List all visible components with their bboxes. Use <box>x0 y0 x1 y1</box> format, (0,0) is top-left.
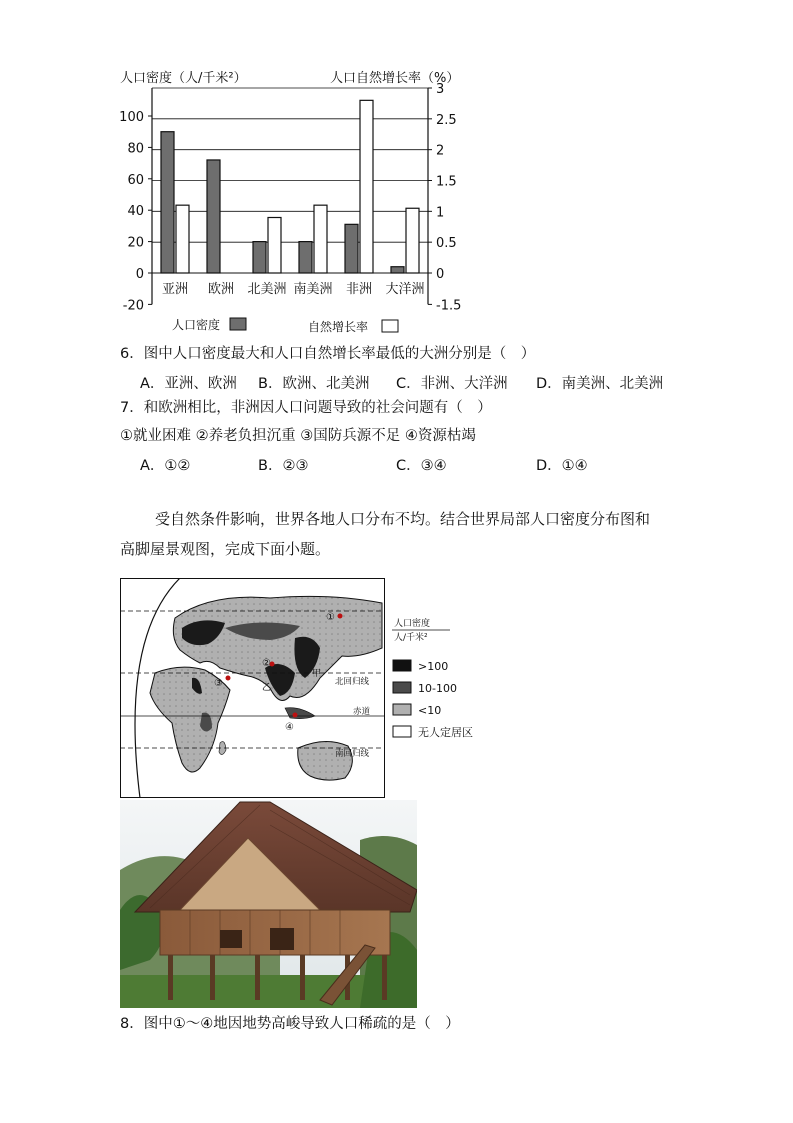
left-tick-label: 40 <box>127 204 144 220</box>
density-bar <box>299 242 312 273</box>
q6-option-c[interactable]: C．非洲、大洋洲 <box>396 376 508 392</box>
right-tick-label: 2 <box>436 143 445 159</box>
growth-bar <box>176 205 189 273</box>
q7-option-b[interactable]: B．②③ <box>258 458 309 474</box>
category-label: 亚洲 <box>161 282 189 297</box>
density-bar <box>207 160 220 273</box>
q6-option-d[interactable]: D．南美洲、北美洲 <box>536 376 664 392</box>
legend-density-label: 人口密度 <box>172 318 221 332</box>
map-legend-label: 10-100 <box>418 682 457 695</box>
map-legend-label: <10 <box>418 704 442 717</box>
map-legend-swatch <box>393 726 411 737</box>
left-tick-label: 20 <box>127 235 144 251</box>
question-8-stem: 8．图中①～④地因地势高峻导致人口稀疏的是（ ） <box>120 1016 460 1032</box>
left-tick-label: 0 <box>135 267 144 282</box>
house-door <box>270 928 294 950</box>
left-tick-label: 80 <box>127 141 144 157</box>
right-tick-label: 2.5 <box>436 112 457 128</box>
label-tropic-of-cancer: 北回归线 <box>335 677 370 687</box>
label-yi: 乙 <box>262 683 272 693</box>
label-jia: 甲 <box>312 669 322 679</box>
map-legend-title: 人口密度 <box>394 619 431 629</box>
intro-line-1: 受自然条件影响，世界各地人口分布不均。结合世界局部人口密度分布图和 <box>155 510 651 528</box>
left-tick-label: -20 <box>122 298 144 314</box>
density-bar <box>253 242 266 273</box>
stilt-house-photo <box>120 800 417 1008</box>
marker-2-label: ② <box>262 658 271 669</box>
right-tick-label: 0.5 <box>436 236 457 252</box>
question-7-stem: 7．和欧洲相比，非洲因人口问题导致的社会问题有（ ） <box>120 400 492 416</box>
legend-growth-label: 自然增长率 <box>308 320 369 334</box>
left-axis-title: 人口密度（人/千米²） <box>120 71 247 86</box>
q7-option-d[interactable]: D．①④ <box>536 458 588 474</box>
category-label: 欧洲 <box>207 282 235 297</box>
category-label: 大洋洲 <box>385 282 425 297</box>
growth-bar <box>268 218 281 274</box>
marker-4-dot <box>293 713 298 718</box>
legend-density-swatch <box>230 318 246 330</box>
population-chart <box>110 62 480 342</box>
marker-3-label: ③ <box>214 678 223 689</box>
left-tick-label: 60 <box>127 172 144 188</box>
label-equator: 赤道 <box>353 707 371 717</box>
legend-growth-swatch <box>382 320 398 332</box>
density-bar <box>391 267 404 273</box>
right-tick-label: 1.5 <box>436 174 457 190</box>
q7-option-c[interactable]: C．③④ <box>396 458 447 474</box>
growth-bar <box>360 100 373 273</box>
density-bar <box>345 224 358 273</box>
q7-option-a[interactable]: A．①② <box>140 458 191 474</box>
q6-option-b[interactable]: B．欧洲、北美洲 <box>258 376 370 392</box>
category-label: 非洲 <box>345 282 373 297</box>
marker-1-label: ① <box>326 612 335 623</box>
growth-bar <box>406 208 419 273</box>
label-tropic-of-capricorn: 南回归线 <box>335 749 370 759</box>
map-legend-unit: 人/千米² <box>394 633 428 643</box>
left-tick-label: 100 <box>119 110 144 125</box>
marker-1-dot <box>338 614 343 619</box>
map-legend-swatch <box>393 704 411 715</box>
house-window <box>220 930 242 948</box>
map-legend-swatch <box>393 682 411 693</box>
question-7-items: ①就业困难 ②养老负担沉重 ③国防兵源不足 ④资源枯竭 <box>120 428 476 444</box>
map-legend-label: 无人定居区 <box>418 726 473 739</box>
question-6-stem: 6．图中人口密度最大和人口自然增长率最低的大洲分别是（ ） <box>120 346 536 362</box>
right-tick-label: -1.5 <box>436 298 462 314</box>
density-bar <box>161 132 174 273</box>
right-axis-title: 人口自然增长率（%） <box>330 71 460 86</box>
growth-bar <box>314 205 327 273</box>
marker-3-dot <box>226 676 231 681</box>
marker-4-label: ④ <box>285 722 294 733</box>
intro-line-2: 高脚屋景观图，完成下面小题。 <box>120 540 331 558</box>
right-tick-label: 0 <box>436 267 445 282</box>
right-tick-label: 3 <box>436 82 445 97</box>
right-tick-label: 1 <box>436 205 445 221</box>
q6-option-a[interactable]: A．亚洲、欧洲 <box>140 376 237 392</box>
population-density-map <box>120 578 500 800</box>
map-legend-swatch <box>393 660 411 671</box>
map-legend-label: >100 <box>418 660 449 673</box>
category-label: 南美洲 <box>293 282 333 297</box>
category-label: 北美洲 <box>247 282 287 297</box>
